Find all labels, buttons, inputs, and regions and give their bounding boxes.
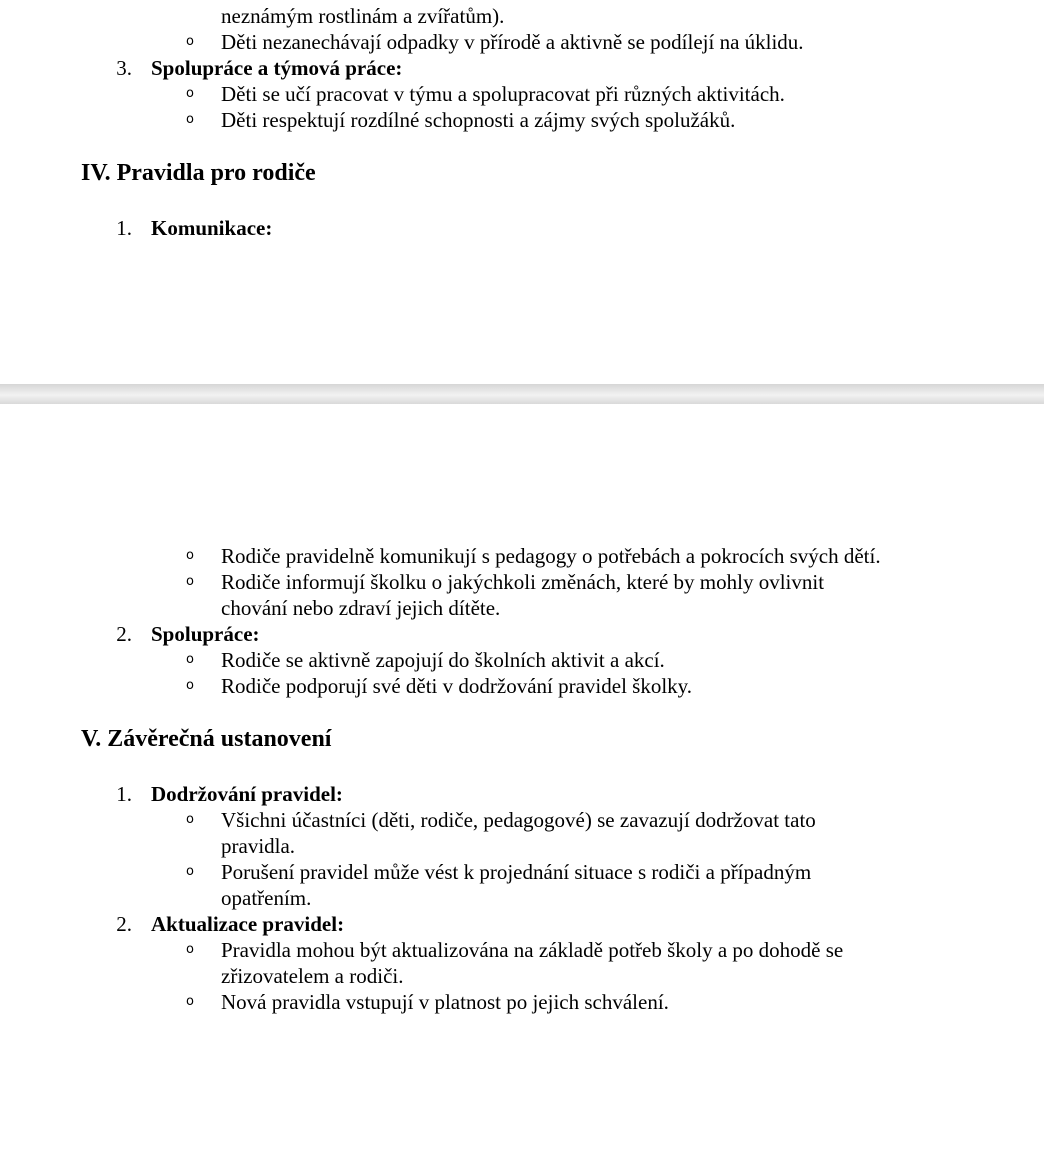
list-item-title: Dodržování pravidel: bbox=[151, 782, 343, 806]
list-item-title: Spolupráce a týmová práce: bbox=[151, 56, 403, 80]
page-break-divider bbox=[0, 384, 1044, 404]
bullet-icon: o bbox=[186, 34, 194, 49]
bullet-icon: o bbox=[186, 812, 194, 827]
list-item: Porušení pravidel může vést k projednání situace s rodiči a případným bbox=[221, 860, 812, 884]
list-item-continuation: opatřením. bbox=[221, 886, 312, 910]
bullet-icon: o bbox=[186, 86, 194, 101]
list-item-title: Spolupráce: bbox=[151, 622, 260, 646]
bullet-icon: o bbox=[186, 112, 194, 127]
list-item: Všichni účastníci (děti, rodiče, pedagogové) se zavazují dodržovat tato bbox=[221, 808, 816, 832]
list-item: Děti nezanechávají odpadky v přírodě a aktivně se podílejí na úklidu. bbox=[221, 30, 804, 54]
list-item-title: Aktualizace pravidel: bbox=[151, 912, 345, 936]
bullet-icon: o bbox=[186, 574, 194, 589]
section-heading: IV. Pravidla pro rodiče bbox=[81, 160, 316, 186]
list-number: 1. bbox=[116, 782, 132, 806]
list-item: Rodiče pravidelně komunikují s pedagogy o potřebách a pokrocích svých dětí. bbox=[221, 544, 881, 568]
document-page-top bbox=[0, 0, 1044, 384]
continued-text-line: neznámým rostlinám a zvířatům). bbox=[221, 4, 505, 28]
list-item: Pravidla mohou být aktualizována na základě potřeb školy a po dohodě se bbox=[221, 938, 844, 962]
list-item-title: Komunikace: bbox=[151, 216, 273, 240]
list-item: Rodiče informují školku o jakýchkoli změnách, které by mohly ovlivnit bbox=[221, 570, 825, 594]
list-item: Nová pravidla vstupují v platnost po jejich schválení. bbox=[221, 990, 669, 1014]
document-page-bottom bbox=[0, 404, 1044, 1159]
list-number: 2. bbox=[116, 622, 132, 646]
list-item-continuation: zřizovatelem a rodiči. bbox=[221, 964, 404, 988]
bullet-icon: o bbox=[186, 678, 194, 693]
list-item: Děti se učí pracovat v týmu a spolupracovat při různých aktivitách. bbox=[221, 82, 785, 106]
list-number: 2. bbox=[116, 912, 132, 936]
list-item-continuation: pravidla. bbox=[221, 834, 296, 858]
list-number: 1. bbox=[116, 216, 132, 240]
bullet-icon: o bbox=[186, 942, 194, 957]
bullet-icon: o bbox=[186, 548, 194, 563]
list-item: Rodiče podporují své děti v dodržování pravidel školky. bbox=[221, 674, 693, 698]
bullet-icon: o bbox=[186, 994, 194, 1009]
section-heading: V. Závěrečná ustanovení bbox=[81, 726, 332, 752]
list-number: 3. bbox=[116, 56, 132, 80]
list-item: Děti respektují rozdílné schopnosti a zájmy svých spolužáků. bbox=[221, 108, 736, 132]
list-item-continuation: chování nebo zdraví jejich dítěte. bbox=[221, 596, 501, 620]
list-item: Rodiče se aktivně zapojují do školních aktivit a akcí. bbox=[221, 648, 665, 672]
bullet-icon: o bbox=[186, 864, 194, 879]
bullet-icon: o bbox=[186, 652, 194, 667]
